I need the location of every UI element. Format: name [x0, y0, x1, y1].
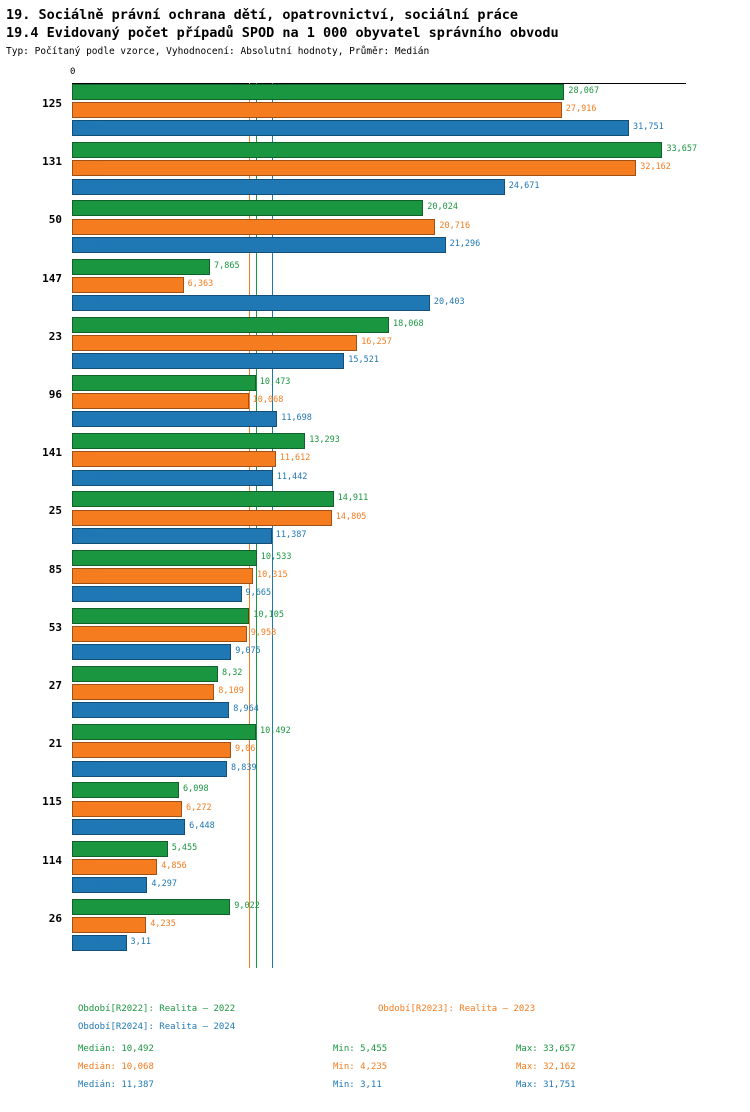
- bar-row: [72, 527, 686, 545]
- bar-series-label: R2022: [74, 144, 100, 155]
- bar-series-label: R2022: [74, 86, 100, 96]
- stat-min-2024: Min: 3,11: [333, 1080, 382, 1090]
- bar-R2023[interactable]: [72, 451, 276, 467]
- bar-row: [72, 392, 686, 410]
- bar-value-label: 24,671: [508, 180, 540, 191]
- bar-value-label: 14,911: [337, 493, 369, 504]
- bar-series-label: R2023: [74, 511, 100, 522]
- bar-group: [48, 549, 686, 607]
- bar-series-label: R2023: [74, 918, 100, 929]
- bar-series-label: R2022: [74, 900, 100, 911]
- chart-subtitle: Typ: Počítaný podle vzorce, Vyhodnocení: Absolutní hodnoty, Průměr: Medián: [6, 46, 430, 57]
- bar-R2022[interactable]: [72, 550, 257, 566]
- stat-median-2024: Medián: 11,387: [78, 1080, 154, 1090]
- group-label: 53: [48, 620, 62, 634]
- bar-row: [72, 858, 686, 876]
- bar-group: [48, 374, 686, 432]
- bar-series-label: R2023: [74, 802, 100, 813]
- bar-series-label: R2022: [74, 318, 100, 329]
- bar-series-label: R2023: [74, 860, 100, 871]
- bar-value-label: 11,387: [275, 529, 307, 540]
- bar-value-label: 33,657: [666, 144, 698, 155]
- bar-row: [72, 374, 686, 392]
- bar-value-label: 9,958: [250, 627, 277, 638]
- bar-value-label: 20,403: [433, 296, 465, 307]
- bar-row: [72, 840, 686, 858]
- group-label: 25: [48, 504, 62, 518]
- bar-row: [72, 509, 686, 527]
- bar-value-label: 27,916: [565, 104, 597, 115]
- bar-group: [48, 490, 686, 548]
- bar-R2023[interactable]: [72, 335, 357, 351]
- bar-series-label: R2022: [74, 842, 100, 853]
- bar-row: [72, 469, 686, 487]
- bar-value-label: 21,296: [449, 238, 481, 249]
- bar-value-label: 32,162: [640, 162, 671, 173]
- bar-series-label: R2024: [74, 355, 100, 366]
- bar-R2022[interactable]: [72, 724, 256, 740]
- bar-value-label: 10,533: [260, 551, 292, 562]
- stat-median-2023: Medián: 10,068: [78, 1062, 154, 1072]
- bar-row: [72, 701, 686, 719]
- bar-series-label: R2022: [74, 784, 100, 795]
- bar-value-label: 28,067: [568, 86, 600, 96]
- bar-group: [48, 723, 686, 781]
- bar-series-label: R2022: [74, 609, 100, 620]
- group-label: 96: [48, 388, 62, 401]
- bar-value-label: 8,109: [218, 686, 244, 697]
- bar-series-label: R2023: [74, 453, 100, 464]
- bar-series-label: R2024: [74, 878, 100, 889]
- bar-series-label: R2023: [74, 220, 100, 231]
- bar-R2022[interactable]: [72, 491, 334, 507]
- bar-series-label: R2022: [74, 435, 100, 446]
- bar-group: [48, 316, 686, 374]
- bar-value-label: 4,297: [151, 878, 177, 889]
- bar-value-label: 8,839: [231, 762, 257, 773]
- bar-series-label: R2023: [74, 627, 100, 638]
- bar-R2024[interactable]: [72, 120, 629, 136]
- bar-series-label: R2023: [74, 162, 100, 173]
- bar-value-label: 11,612: [279, 453, 311, 464]
- bar-row: [72, 567, 686, 585]
- group-label: 114: [42, 853, 62, 867]
- bar-series-label: R2022: [74, 377, 100, 387]
- stat-max-2022: Max: 33,657: [516, 1044, 576, 1054]
- bar-series-label: R2023: [74, 569, 100, 580]
- bar-R2022[interactable]: [72, 84, 564, 100]
- bar-value-label: 10,473: [259, 377, 291, 387]
- bar-group: [48, 898, 686, 956]
- bar-value-label: 16,257: [361, 336, 392, 347]
- bar-series-label: R2022: [74, 551, 100, 562]
- bar-series-label: R2024: [74, 937, 100, 948]
- group-label: 141: [42, 446, 62, 460]
- legend-series-2024: Období[R2024]: Realita – 2024: [78, 1022, 236, 1032]
- bar-group: [48, 199, 686, 257]
- bar-value-label: 20,716: [439, 220, 471, 231]
- bar-R2022[interactable]: [72, 142, 662, 158]
- bar-group: [42, 781, 686, 839]
- group-label: 26: [48, 911, 62, 925]
- bar-row: [72, 258, 686, 276]
- bar-value-label: 15,521: [348, 355, 379, 366]
- chart-title-section: 19. Sociálně právní ochrana dětí, opatrovnictví, sociální práce: [6, 7, 519, 23]
- bar-R2024[interactable]: [72, 237, 446, 253]
- bar-row: [72, 450, 686, 468]
- bar-row: [72, 410, 686, 428]
- bar-row: [72, 159, 686, 177]
- bar-series-label: R2023: [74, 104, 100, 115]
- bar-series-label: R2024: [74, 238, 100, 249]
- bar-row: [72, 683, 686, 701]
- group-label: 115: [42, 795, 62, 809]
- bar-row: [72, 294, 686, 312]
- bar-row: [72, 83, 686, 101]
- bar-series-label: R2022: [74, 202, 100, 213]
- bar-value-label: 4,235: [150, 918, 176, 929]
- bar-value-label: 31,751: [633, 122, 664, 133]
- bar-value-label: 20,024: [427, 202, 458, 213]
- bar-group: [42, 258, 686, 316]
- bar-series-label: R2022: [74, 668, 100, 678]
- bar-value-label: 8,32: [221, 668, 243, 678]
- legend-series-2023: Období[R2023]: Realita – 2023: [378, 1004, 536, 1014]
- group-label: 131: [42, 155, 62, 169]
- stat-min-2022: Min: 5,455: [333, 1044, 388, 1054]
- bar-R2024[interactable]: [72, 295, 430, 311]
- bar-row: [72, 760, 686, 778]
- bar-R2023[interactable]: [72, 219, 435, 235]
- bar-R2024[interactable]: [72, 470, 273, 486]
- bar-group: [42, 432, 686, 490]
- bar-row: [72, 199, 686, 217]
- bar-series-label: R2024: [74, 762, 100, 773]
- bar-row: [72, 781, 686, 799]
- bar-row: [72, 352, 686, 370]
- bar-R2024[interactable]: [72, 179, 505, 195]
- group-label: 85: [48, 562, 62, 576]
- bar-row: [72, 818, 686, 836]
- bar-group: [42, 840, 686, 898]
- bar-row: [72, 916, 686, 934]
- bar-value-label: 4,856: [161, 860, 187, 871]
- bar-group: [42, 141, 698, 199]
- bar-series-label: R2022: [74, 726, 100, 737]
- bar-series-label: R2023: [74, 744, 100, 755]
- bar-value-label: 13,293: [309, 435, 340, 446]
- bar-value-label: 8,964: [233, 704, 259, 715]
- bar-series-label: R2024: [74, 587, 100, 598]
- bar-row: [72, 276, 686, 294]
- bar-row: [72, 141, 698, 159]
- bar-value-label: 6,272: [186, 802, 212, 813]
- bar-series-label: R2022: [74, 493, 100, 504]
- legend-series-2022: Období[R2022]: Realita – 2022: [78, 1004, 236, 1014]
- bar-value-label: 6,448: [189, 820, 215, 831]
- bar-row: [72, 334, 686, 352]
- bar-row: [72, 178, 686, 196]
- bar-series-label: R2023: [74, 395, 100, 406]
- bar-value-label: 10,492: [260, 726, 291, 737]
- bar-row: [72, 876, 686, 894]
- bar-series-label: R2024: [74, 529, 100, 540]
- stat-median-2022: Medián: 10,492: [78, 1044, 154, 1054]
- stat-max-2024: Max: 31,751: [516, 1080, 576, 1090]
- bar-series-label: R2023: [74, 278, 100, 289]
- bar-series-label: R2024: [74, 180, 100, 191]
- bar-value-label: 10,315: [256, 569, 288, 580]
- group-label: 125: [42, 97, 62, 110]
- bar-group: [48, 607, 686, 665]
- group-label: 50: [48, 213, 62, 227]
- bar-R2023[interactable]: [72, 510, 332, 526]
- chart-title: 19.4 Evidovaný počet případů SPOD na 1 000 obyvatel správního obvodu: [6, 25, 559, 41]
- bar-row: [72, 236, 686, 254]
- group-label: 21: [48, 737, 62, 751]
- bar-R2024[interactable]: [72, 411, 277, 427]
- bar-value-label: 9,022: [234, 900, 260, 911]
- chart-area: [0, 65, 750, 970]
- bar-row: [72, 643, 686, 661]
- bar-value-label: 10,068: [252, 395, 284, 406]
- bar-series-label: R2024: [74, 646, 100, 657]
- bar-value-label: 9,665: [245, 587, 272, 598]
- bar-R2022[interactable]: [72, 200, 423, 216]
- bar-row: [72, 741, 686, 759]
- bar-row: [72, 101, 686, 119]
- bar-row: [72, 723, 686, 741]
- bar-R2023[interactable]: [72, 102, 562, 118]
- bar-row: [72, 316, 686, 334]
- bar-row: [72, 218, 686, 236]
- bar-series-label: R2024: [74, 471, 100, 482]
- bar-R2022[interactable]: [72, 433, 305, 449]
- bar-series-label: R2024: [74, 820, 100, 831]
- bar-value-label: 14,805: [335, 511, 367, 522]
- bar-row: [72, 665, 686, 683]
- bar-series-label: R2023: [74, 686, 100, 697]
- bar-value-label: 3,11: [130, 937, 152, 948]
- bar-series-label: R2022: [74, 260, 100, 271]
- bar-row: [72, 800, 686, 818]
- bar-value-label: 18,068: [392, 318, 424, 329]
- bar-group: [42, 83, 686, 141]
- stat-min-2023: Min: 4,235: [333, 1062, 388, 1072]
- group-label: 27: [48, 679, 62, 692]
- bar-series-label: R2024: [74, 296, 100, 307]
- bar-value-label: 5,455: [171, 842, 198, 853]
- bar-series-label: R2024: [74, 413, 100, 424]
- bar-R2022[interactable]: [72, 317, 389, 333]
- bar-value-label: 7,865: [213, 260, 240, 271]
- bar-series-label: R2024: [74, 704, 100, 715]
- stat-max-2023: Max: 32,162: [516, 1062, 576, 1072]
- bar-value-label: 9,075: [235, 646, 261, 657]
- group-label: 23: [48, 329, 62, 343]
- bar-row: [72, 607, 686, 625]
- bar-series-label: R2024: [74, 122, 100, 133]
- bar-value-label: 10,105: [253, 609, 284, 620]
- axis-zero-label: 0: [70, 67, 76, 77]
- bar-row: [72, 934, 686, 952]
- bar-series-label: R2023: [74, 336, 100, 347]
- bar-row: [72, 549, 686, 567]
- bar-value-label: 6,363: [187, 278, 214, 289]
- bar-R2024[interactable]: [72, 528, 272, 544]
- bar-value-label: 6,098: [182, 784, 209, 795]
- bar-R2024[interactable]: [72, 353, 344, 369]
- bar-row: [72, 119, 686, 137]
- bar-row: [72, 585, 686, 603]
- bar-value-label: 11,442: [276, 471, 308, 482]
- bar-value-label: 9,06: [234, 744, 256, 755]
- bar-row: [72, 898, 686, 916]
- bar-row: [72, 432, 686, 450]
- group-label: 147: [42, 271, 62, 285]
- bar-group: [48, 665, 686, 723]
- bar-value-label: 11,698: [281, 413, 312, 424]
- plot-region: [42, 83, 698, 968]
- header: [0, 0, 750, 59]
- bar-row: [72, 490, 686, 508]
- bar-R2023[interactable]: [72, 160, 636, 176]
- bar-row: [72, 625, 686, 643]
